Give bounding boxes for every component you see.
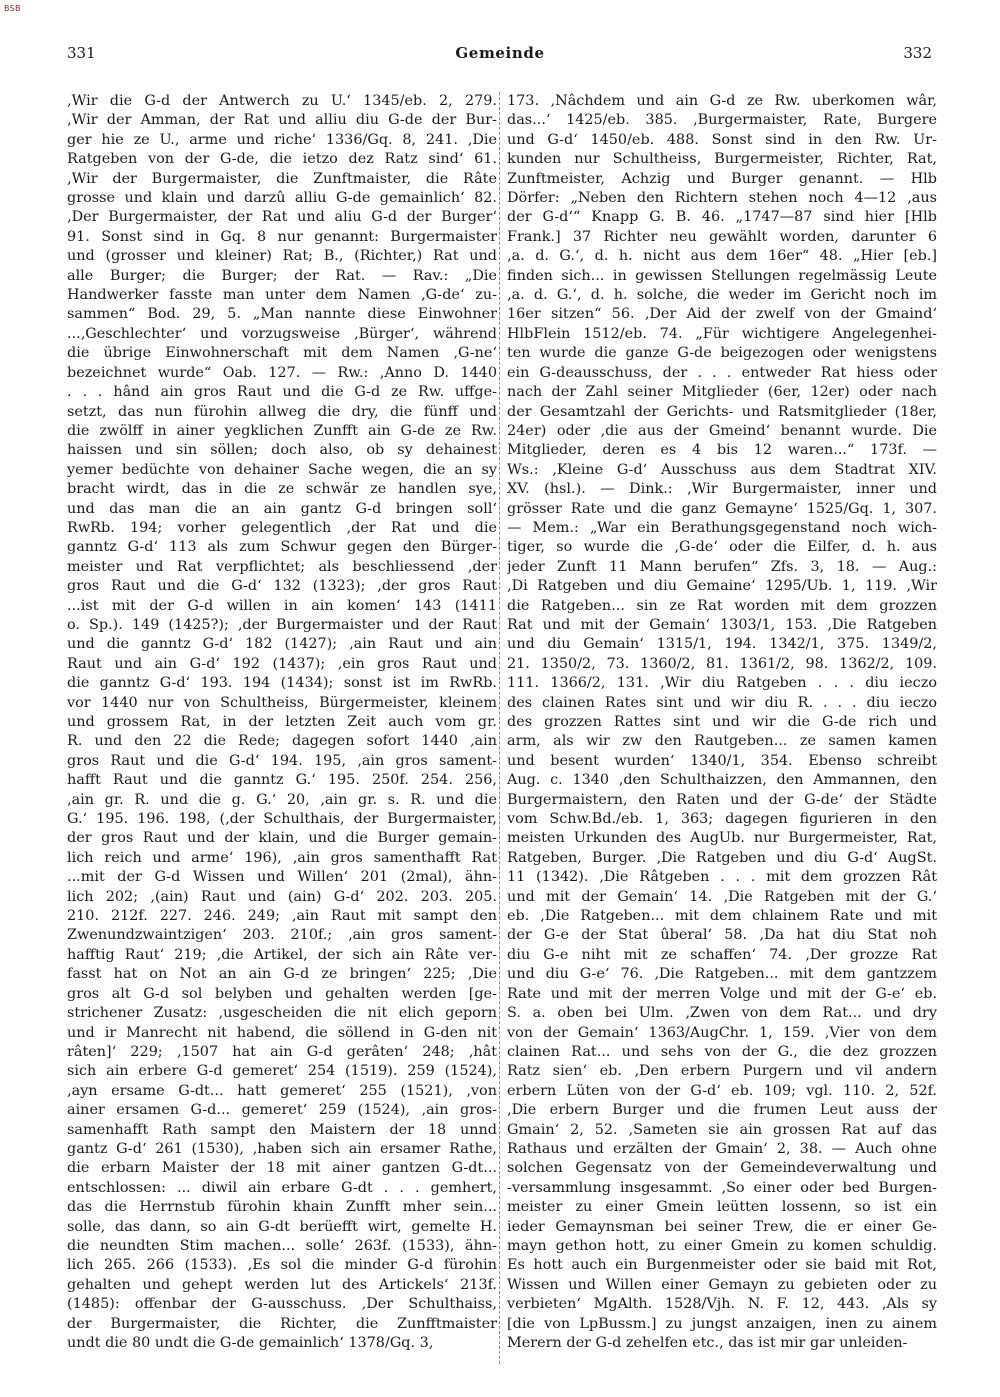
text-line: meister zu einer Gmein leütten lossenn, so ist ein — [507, 1199, 937, 1216]
text-line: und grossem Rat, in der letzten Zeit auch vom gr. — [67, 714, 497, 730]
running-title: Gemeinde — [455, 44, 545, 62]
text-line: gantz G-d‘ 261 (1530), ‚haben sich ain ersamer Rathe, — [67, 1140, 497, 1157]
text-line: bracht wirdt, das in die ze schwär ze handlen sye, — [67, 481, 497, 498]
right-text-column — [507, 92, 937, 1353]
text-line: [die von LpBussm.] zu jungst anzaigen, inen zu ainem — [507, 1315, 937, 1332]
text-line: und diu Gemain‘ 1315/1, 194. 1342/1, 375. 1349/2, — [507, 636, 937, 653]
text-line: 21. 1350/2, 73. 1360/2, 81. 1361/2, 98. 1362/2, 109. — [507, 655, 937, 672]
text-line: grosse und klain und darzû alliu G-de gemainlich‘ 82. — [67, 190, 497, 207]
text-line: des grozzen Rattes sint und wir die G-de rich und — [507, 714, 937, 730]
text-line: solle, das dann, so ain G-dt berüefft wirt, gemelte H. — [67, 1218, 497, 1235]
text-line: Rathaus und erzälten der Gmain‘ 2, 38. — Auch ohne — [507, 1140, 937, 1157]
text-line: ainer ersamen G-d... gemeret‘ 259 (1524), ‚ain gros- — [67, 1102, 497, 1119]
text-line: ‚ain gr. R. und die g. G.‘ 20, ‚ain gr. s. R. und die — [67, 791, 497, 808]
text-line: (1485): offenbar der G-ausschuss. ‚Der Schulthaiss, — [67, 1296, 497, 1313]
text-line: RwRb. 194; vorher gelegentlich ‚der Rat und die — [67, 519, 497, 536]
text-line: . . . hând ain gros Raut und die G-d ze Rw. uffge- — [67, 384, 497, 401]
text-line: meister und Rat verpflichtet; als beschliessend ‚der — [67, 558, 497, 575]
text-line: G.‘ 195. 196. 198, (‚der Schulthais, der Burgermaister, — [67, 811, 497, 828]
text-line: gros Raut und die G-d‘ 132 (1323); ‚der gros Raut — [67, 578, 497, 595]
text-line: solchen Gegensatz von der Gemeindeverwaltung und — [507, 1160, 937, 1177]
text-line: Frank.] 37 Richter neu gewählt worden, darunter 6 — [507, 228, 937, 245]
text-line: bezeichnet wurde“ Oab. 127. — Rw.: ‚Anno D. 1440 — [67, 364, 497, 381]
text-line: die ganntz G-d‘ 193. 194 (1434); sonst ist im RwRb. — [67, 675, 497, 692]
text-line: meisten Urkunden des AugUb. nur Burgermeister, Rat, — [507, 830, 937, 847]
page-header — [0, 44, 1000, 72]
page-number-right: 332 — [903, 44, 932, 62]
text-line: und das man die an ain gantz G-d bringen soll‘ — [67, 500, 497, 517]
text-line: eb. ‚Die Ratgeben... mit dem chlainem Rate und mit — [507, 908, 937, 925]
text-line: Merern der G-d zehelfen etc., das ist mir gar unleiden- — [507, 1335, 908, 1351]
text-line: vom Schw.Bd./eb. 1, 363; dagegen figurieren in den — [507, 811, 937, 828]
left-text-column — [67, 92, 497, 1353]
text-line: grösser Rate und die ganz Gemayne‘ 1525/Gq. 1, 307. — [507, 500, 937, 517]
text-line: sich ain erbere G-d gemeret‘ 254 (1519). 259 (1524), — [67, 1063, 497, 1080]
text-line: alle Burger; die Burger; der Rat. — Rav.: „Die — [67, 267, 497, 284]
text-line: Zunftmeister, Achzig und Burger genannt. — Hlb — [507, 170, 937, 187]
text-line: 173. ‚Nâchdem und ain G-d ze Rw. uberkomen wâr, — [507, 93, 937, 109]
text-line: Zwenundzwaintzigen‘ 203. 210f.; ‚ain gros sament- — [67, 927, 497, 944]
text-line: 210. 212f. 227. 246. 249; ‚ain Raut mit sampt den — [67, 908, 497, 925]
text-line: jeder Zunft 11 Mann berufen“ Zfs. 3, 18. — Aug.: — [507, 558, 937, 575]
text-line: des clainen Rates sint und wir diu R. . . . diu ieczo — [507, 694, 937, 711]
text-line: R. und den 22 die Rede; dagegen sofort 1440 ‚ain — [67, 733, 497, 750]
text-line: Rat und mit der Gemain‘ 1303/1, 153. ‚Die Ratgeben — [507, 616, 937, 633]
text-line: Ratz sien‘ eb. ‚Den erbern Purgern und vil andern — [507, 1063, 937, 1080]
text-line: ‚a. d. G.‘, d. h. solche, die weder im Gericht noch im — [507, 287, 937, 304]
text-line: ger hie ze U., arme und riche‘ 1336/Gq. 8, 241. ‚Die — [67, 131, 497, 148]
text-line: finden sich... in gewissen Stellungen regelmässig Leute — [507, 267, 937, 284]
text-line: die zwölff in ainer yegklichen Zunfft ain G-de ze Rw. — [67, 422, 497, 439]
text-line: kunden nur Schultheiss, Burgermeister, Richter, Rat, — [507, 151, 937, 168]
text-line: Wissen und Willen einer Gemayn zu gebieten oder zu — [507, 1276, 937, 1293]
text-line: der G-d‘“ Knapp G. B. 46. „1747—87 sind hier [Hlb — [507, 209, 937, 226]
text-line: hafftig Raut‘ 219; ‚die Artikel, der sich ain Râte ver- — [67, 946, 497, 963]
text-line: ieder Gemaynsman bei seiner Trew, die er einer Ge- — [507, 1218, 937, 1235]
text-line: die neundten Stim machen... solle‘ 263f. (1533), ähn- — [67, 1237, 497, 1254]
text-line: der Burgermaister, die Richter, die Zunfftmaister — [67, 1315, 497, 1332]
text-line: tiger, so wurde die ‚G-de‘ oder die Eilfer, d. h. aus — [507, 539, 937, 556]
text-line: gros alt G-d sol belyben und gehalten werden [ge- — [67, 985, 497, 1002]
text-line: von der Gemain‘ 1363/AugChr. 1, 159. ‚Vier von dem — [507, 1024, 937, 1041]
text-line: Rate und mit der merren Volge und mit der G-e‘ eb. — [507, 985, 937, 1002]
text-line: ganntz G-d‘ 113 als zum Schwur gegen den Bürger- — [67, 539, 497, 556]
text-line: 24er) oder ‚die aus der Gmeind‘ benannt wurde. Die — [507, 422, 937, 439]
text-line: entschlossen: ... diwil ain erbare G-dt . . . gemhert, — [67, 1179, 497, 1196]
text-line: — Mem.: „War ein Berathungsgegenstand noch wich- — [507, 519, 937, 536]
text-line: verbieten‘ MgAlth. 1528/Vjh. N. F. 12, 443. ‚Als sy — [507, 1296, 937, 1313]
text-line: erbern Lüten von der G-d‘ eb. 109; vgl. 110. 2, 52f. — [507, 1082, 937, 1099]
text-line: die übrige Einwohnerschaft mit dem Namen ‚G-ne‘ — [67, 345, 497, 362]
text-line: ten wurde die ganze G-de beigezogen oder wenigstens — [507, 345, 937, 362]
text-line: HlbFlein 1512/eb. 74. „Für wichtigere Angelegenhei- — [507, 325, 937, 342]
text-line: ‚Wir der Amman, der Rat und alliu diu G-de der Bur- — [67, 112, 497, 129]
text-line: nach der Zahl seiner Mitglieder (6er, 12er) oder nach — [507, 384, 937, 401]
text-line: Handwerker fasste man unter dem Namen ‚G-de‘ zu- — [67, 287, 497, 304]
text-line: ...ist mit der G-d willen in ain komen‘ 143 (1411 — [67, 597, 497, 614]
text-line: setzt, das nun fürohin allweg die dry, die fünff und — [67, 403, 497, 420]
text-line: hafft Raut und die ganntz G.‘ 195. 250f. 254. 256, — [67, 772, 497, 789]
text-line: gehalten und gehept werden lut des Artickels‘ 213f. — [67, 1276, 497, 1293]
text-line: das...‘ 1425/eb. 385. ‚Burgermaister, Rate, Burgere — [507, 112, 937, 129]
column-divider — [499, 92, 500, 1364]
text-line: ‚Wir die G-d der Antwerch zu U.‘ 1345/eb. 2, 279. — [67, 93, 497, 109]
text-line: der G-e der Stat ûberal‘ 58. ‚Da hat diu Stat noh — [507, 927, 937, 944]
text-line: der Gesamtzahl der Gerichts- und Ratsmitglieder (18er, — [507, 403, 937, 420]
text-line: Dörfer: „Neben den Richtern stehen noch 4—12 ‚aus — [507, 190, 937, 207]
text-line: und G-d‘ 1450/eb. 488. Sonst sind in den Rw. Ur- — [507, 131, 937, 148]
text-line: ...mit der G-d Wissen und Willen‘ 201 (2mal), ähn- — [67, 869, 497, 886]
text-line: yemer bedüchte von dehainer Sache wegen, die an sy — [67, 461, 497, 478]
text-line: haissen und sin söllen; doch also, ob sy dehainest — [67, 442, 497, 459]
text-line: râten]‘ 229; ‚1507 hat ain G-d gerâten‘ 248; ‚hât — [67, 1043, 497, 1060]
text-line: 16er sitzen“ 56. ‚Der Aid der zwelf von der Gmaind‘ — [507, 306, 937, 323]
text-line: Burgermaistern, den Raten und der G-de‘ der Städte — [507, 791, 937, 808]
text-line: ‚Die erbern Burger und die frumen Leut auss der — [507, 1102, 937, 1119]
text-line: undt die 80 undt die G-de gemainlich‘ 1378/Gq. 3, — [67, 1335, 434, 1351]
text-line: die erbarn Maister der 18 mit ainer gantzen G-dt... — [67, 1160, 497, 1177]
text-line: clainen Rat... und sehs von der G., die dez grozzen — [507, 1043, 937, 1060]
text-line: 111. 1366/2, 131. ‚Wir diu Ratgeben . . . diu ieczo — [507, 675, 937, 692]
text-line: und diu G-e‘ 76. ‚Die Ratgeben... mit dem gantzzem — [507, 966, 937, 983]
text-line: das die Herrnstub fürohin khain Zunfft mher sein... — [67, 1199, 497, 1216]
text-line: lich 202; ‚(ain) Raut und (ain) G-d‘ 202. 203. 205. — [67, 888, 497, 905]
text-line: mayn gethon hott, zu einer Gmein zu komen schuldig. — [507, 1237, 937, 1254]
text-line: strichener Zusatz: ‚usgescheiden die nit elich geporn — [67, 1005, 497, 1022]
text-line: gros Raut und die G-d‘ 194. 195, ‚ain gros sament- — [67, 752, 497, 769]
text-line: diu G-e niht mit ze schaffen‘ 74. ‚Der grozze Rat — [507, 946, 937, 963]
text-line: 11 (1342). ‚Die Râtgeben . . . mit dem grozzen Rât — [507, 869, 937, 886]
text-line: der gros Raut und der klain, und die Burger gemain- — [67, 830, 497, 847]
text-line: Raut und ain G-d‘ 192 (1437); ‚ein gros Raut und — [67, 655, 497, 672]
text-line: lich 265. 266 (1533). ‚Es sol die minder G-d fürohin — [67, 1257, 497, 1274]
text-line: o. Sp.). 149 (1425?); ‚der Burgermaister und der Raut — [67, 616, 497, 633]
text-line: und (grosser und kleiner) Rat; B., (Richter,) Rat und — [67, 248, 497, 265]
text-line: ein G-deausschuss, der . . . entweder Rat hiess oder — [507, 364, 937, 381]
text-line: Es hott auch ein Burgenmeister oder sie baid mit Rot, — [507, 1257, 937, 1274]
text-line: arm, als wir zw den Rautgeben... ze samen kamen — [507, 733, 937, 750]
text-line: ...‚Geschlechter‘ und vorzugsweise ‚Bürger‘, während — [67, 325, 497, 342]
text-line: Gmain‘ 2, 52. ‚Sameten sie ain grossen Rat auf das — [507, 1121, 937, 1138]
text-line: Ratgeben, Burger. ‚Die Ratgeben und diu G-d‘ AugSt. — [507, 849, 937, 866]
text-line: und die ganntz G-d‘ 182 (1427); ‚ain Raut und ain — [67, 636, 497, 653]
text-line: ‚a. d. G.‘, d. h. nicht aus dem 16er“ 48. „Hier [eb.] — [507, 248, 937, 265]
library-corner-mark: BSB — [4, 4, 21, 13]
text-line: XV. (hsl.). — Dink.: ‚Wir Burgermaister, inner und — [507, 481, 937, 498]
text-line: lich reich und arme‘ 196), ‚ain gros samenthafft Rat — [67, 849, 497, 866]
text-line: vor 1440 nur von Schultheiss, Bürgermeister, kleinem — [67, 694, 497, 711]
text-line: Ws.: ‚Kleine G-d‘ Ausschuss aus dem Stadtrat XIV. — [507, 461, 937, 478]
text-line: 91. Sonst sind in Gq. 8 nur genannt: Burgermaister — [67, 228, 497, 245]
text-line: und besent wurden‘ 1340/1, 354. Ebenso schreibt — [507, 752, 937, 769]
text-line: ‚Wir der Burgermaister, die Zunftmaister, die Râte — [67, 170, 497, 187]
text-line: die Ratgeben... sin ze Rat worden mit dem grozzen — [507, 597, 937, 614]
text-line: und mit der Gemain‘ 14. ‚Die Ratgeben mit der G.‘ — [507, 888, 937, 905]
text-line: fasst hat on Not an ain G-d ze bringen‘ 225; ‚Die — [67, 966, 497, 983]
text-line: Ratgeben von der G-de, die ietzo dez Ratz sind‘ 61. — [67, 151, 497, 168]
text-line: -versammlung insgesammt. ‚So einer oder bed Burgen- — [507, 1179, 937, 1196]
text-line: Mitglieder, deren es 4 bis 12 waren...“ 173f. — — [507, 442, 937, 459]
text-line: ‚ayn ersame G-dt... hatt gemeret‘ 255 (1521), ‚von — [67, 1082, 497, 1099]
text-line: und ir Manrecht nit habend, die söllend in G-den nit — [67, 1024, 497, 1041]
text-line: ‚Di Ratgeben und diu Gemaine‘ 1295/Ub. 1, 119. ‚Wir — [507, 578, 937, 595]
text-line: sammen“ Bod. 29, 5. „Man nannte diese Einwohner — [67, 306, 497, 323]
text-line: samenhafft Rath sampt den Maistern der 18 unnd — [67, 1121, 497, 1138]
text-line: Aug. c. 1340 ‚den Schulthaizzen, den Ammannen, den — [507, 772, 937, 789]
text-line: S. a. oben bei Ulm. ‚Zwen von dem Rat... und dry — [507, 1005, 937, 1022]
text-line: ‚Der Burgermaister, der Rat und aliu G-d der Burger‘ — [67, 209, 497, 226]
page-number-left: 331 — [67, 44, 96, 62]
